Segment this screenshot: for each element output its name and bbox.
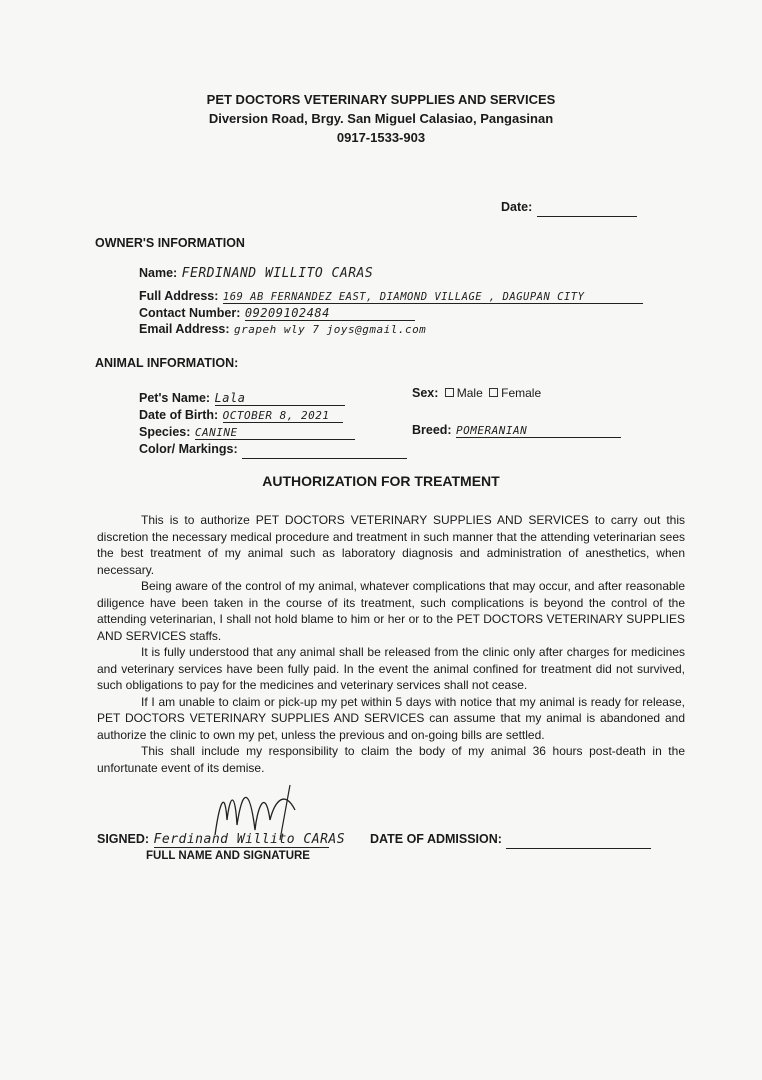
pet-name-value: Lala [215,391,345,406]
date-field [501,198,637,217]
breed-row [412,421,621,439]
dob-value: OCTOBER 8, 2021 [223,409,343,423]
clinic-phone: 0917-1533-903 [336,130,426,145]
pet-name-label: Pet's Name: [139,391,211,405]
date-line [537,198,637,217]
email-label: Email Address: [139,322,230,336]
contact-value: 09209102484 [245,306,415,321]
name-value: FERDINAND WILLITO CARAS [181,266,374,281]
date-label: Date: [501,200,533,214]
species-row [139,423,355,441]
signature-caption: FULL NAME AND SIGNATURE [146,850,310,862]
breed-label: Breed: [412,423,452,437]
signed-value: Ferdinand Willito CARAS [153,832,346,847]
authorization-body [97,512,685,776]
animal-section-title: ANIMAL INFORMATION: [95,356,239,370]
auth-paragraph-2: Being aware of the control of my animal, whatever complications that may occur, and after reasonable diligence have been taken in the course of its treatment, such complications is beyond the control of the attending veterinarian, I shall not hold blame to him or her or to the PET DOCTORS VETERINARY SUPPLIES AND SERVICES staffs. [97,579,685,643]
admission-line [506,830,651,849]
sex-row [412,386,541,400]
signed-label: SIGNED: [97,832,150,846]
female-label: Female [501,386,542,400]
owner-section-title: OWNER'S INFORMATION [95,236,245,250]
admission-label: DATE OF ADMISSION: [370,832,502,846]
species-label: Species: [139,425,191,439]
male-label: Male [456,386,483,400]
auth-paragraph-5: This shall include my responsibility to claim the body of my animal 36 hours post-death in the unfortunate event of its demise. [97,744,685,775]
male-checkbox[interactable] [445,388,454,397]
breed-value: POMERANIAN [456,424,621,438]
color-row [139,440,407,459]
clinic-name: PET DOCTORS VETERINARY SUPPLIES AND SERVICES [206,92,556,107]
clinic-address: Diversion Road, Brgy. San Miguel Calasiao, Pangasinan [208,111,554,126]
email-value: grapeh wly 7 joys@gmail.com [234,323,427,336]
dob-row [139,406,343,424]
species-value: CANINE [195,426,355,440]
auth-paragraph-4: If I am unable to claim or pick-up my pet within 5 days with notice that my animal is ready for release, PET DOCTORS VETERINARY SUPPLIES AND SERVICES can assume that my animal is abandoned and authorize the clinic to own my pet, unless the previous and on-going bills are settled. [97,694,685,742]
pet-name-row [139,389,345,407]
name-label: Name: [139,266,178,280]
authorization-title: AUTHORIZATION FOR TREATMENT [262,473,500,489]
owner-name-row [139,264,373,282]
color-line [242,440,407,459]
owner-address-row [139,287,643,305]
address-label: Full Address: [139,289,219,303]
dob-label: Date of Birth: [139,408,219,422]
auth-paragraph-3: It is fully understood that any animal shall be released from the clinic only after charges for medicines and veterinary services have been fully paid. In the event the animal confined for treatment did not survived, such obligations to pay for the medicines and veterinary services shall not cease. [97,645,685,692]
signed-row [97,830,346,848]
auth-paragraph-1: This is to authorize PET DOCTORS VETERINARY SUPPLIES AND SERVICES to carry out this discretion the necessary medical procedure and treatment in such manner that the attending veterinarian sees the best treatment of my animal such as laboratory diagnosis and administration of anesthetics, when necessary. [97,513,685,577]
contact-label: Contact Number: [139,306,241,320]
female-checkbox[interactable] [489,388,498,397]
color-label: Color/ Markings: [139,442,238,456]
sex-label: Sex: [412,386,439,400]
admission-row [370,830,651,849]
owner-email-row [139,320,426,338]
address-value: 169 AB FERNANDEZ EAST, DIAMOND VILLAGE , DAGUPAN CITY [223,291,643,304]
